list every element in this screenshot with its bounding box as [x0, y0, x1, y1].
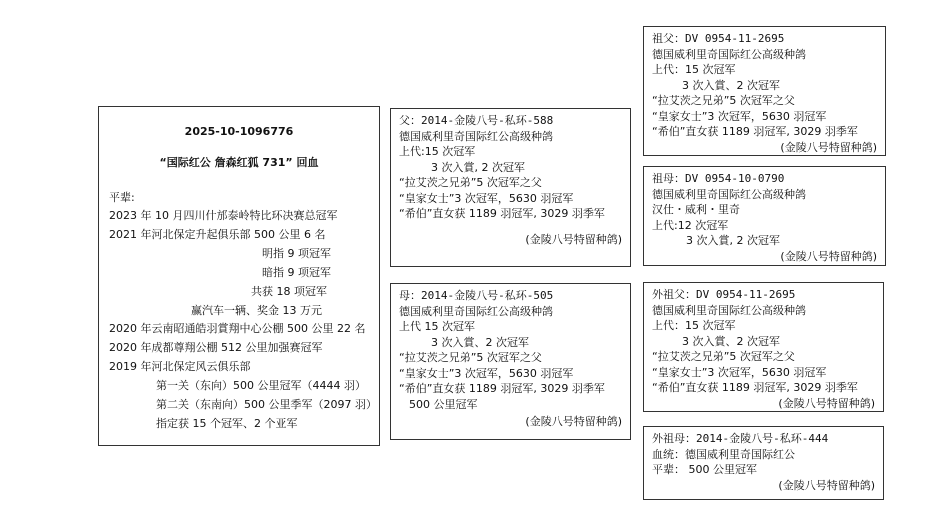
maternal-granddam-line: 血统：德国威利里奇国际红公 [652, 447, 795, 461]
maternal-grandsire-line: “希伯”直女获 1189 羽冠军, 3029 羽季军 [652, 381, 858, 394]
dam-header: 母：2014-金陵八号-私环-505 [399, 289, 554, 302]
maternal-grandsire-line: 上代：15 次冠军 [652, 319, 736, 332]
record-line: 赢汽车一辆、奖金 13 万元 [191, 304, 322, 317]
record-line: 暗指 9 项冠军 [262, 266, 331, 279]
maternal-grandsire-line: 德国威利里奇国际红公高级种鸽 [652, 303, 806, 317]
sire-line: “皇家女士”3 次冠军，5630 羽冠军 [399, 191, 574, 205]
grandsire-line: “拉艾茨之兄弟”5 次冠军之父 [652, 94, 795, 107]
record-line: 指定获 15 个冠军、2 个亚军 [156, 417, 298, 430]
maternal-granddam-header: 外祖母：2014-金陵八号-私环-444 [652, 432, 829, 445]
main-bird-card [98, 106, 380, 446]
sire-header: 父：2014-金陵八号-私环-588 [399, 114, 554, 127]
record-line: 2023 年 10 月四川什邡泰岭特比环决赛总冠军 [109, 209, 338, 222]
record-line: 2020 年云南昭通皓羽賞翔中心公棚 500 公里 22 名 [109, 322, 366, 335]
maternal-granddam-footer: (金陵八号特留种鸽) [778, 478, 875, 492]
sire-line: 3 次入賞, 2 次冠军 [431, 160, 525, 174]
maternal-grandsire-card [643, 282, 884, 412]
main-bird-id: 2025-10-1096776 [184, 125, 294, 138]
record-line: 第一关（东向）500 公里冠军（4444 羽） [156, 379, 366, 392]
grandsire-footer: (金陵八号特留种鸽) [780, 140, 877, 154]
maternal-grandsire-footer: (金陵八号特留种鸽) [778, 396, 875, 410]
dam-card [390, 283, 631, 440]
sire-footer: (金陵八号特留种鸽) [525, 232, 622, 246]
dam-line: “希伯”直女获 1189 羽冠军, 3029 羽季军 [399, 382, 605, 395]
grandsire-card [643, 26, 886, 156]
maternal-granddam-line: 平辈： 500 公里冠军 [652, 463, 757, 476]
record-line: 第二关（东南向）500 公里季军（2097 羽） [156, 398, 377, 411]
grandsire-header: 祖父：DV 0954-11-2695 [652, 32, 785, 45]
grandsire-line: “希伯”直女获 1189 羽冠军, 3029 羽季军 [652, 125, 858, 138]
granddam-line: 3 次入賞, 2 次冠军 [686, 234, 780, 247]
granddam-line: 上代:12 次冠军 [652, 218, 729, 232]
granddam-footer: (金陵八号特留种鸽) [780, 249, 877, 263]
record-line: 2020 年成都尊翔公棚 512 公里加强赛冠军 [109, 341, 323, 354]
dam-line: 500 公里冠军 [409, 397, 478, 411]
maternal-grandsire-header: 外祖父：DV 0954-11-2695 [652, 288, 796, 301]
sire-card [390, 108, 631, 267]
record-line: 共获 18 项冠军 [251, 285, 327, 298]
granddam-line: 德国威利里奇国际红公高级种鸽 [652, 187, 806, 201]
sire-line: “希伯”直女获 1189 羽冠军, 3029 羽季军 [399, 207, 605, 220]
grandsire-line: 德国威利里奇国际红公高级种鸽 [652, 47, 806, 61]
granddam-card [643, 166, 886, 266]
record-line: 明指 9 项冠军 [262, 247, 331, 260]
dam-line: 上代 15 次冠军 [399, 320, 475, 333]
dam-line: 德国威利里奇国际红公高级种鸽 [399, 304, 553, 318]
maternal-grandsire-line: “拉艾茨之兄弟”5 次冠军之父 [652, 350, 795, 363]
granddam-header: 祖母：DV 0954-10-0790 [652, 172, 785, 185]
maternal-grandsire-line: 3 次入賞、2 次冠军 [682, 334, 780, 348]
record-line: 2021 年河北保定升起俱乐部 500 公里 6 名 [109, 228, 326, 241]
main-bird-name: “国际红公 詹森红狐 731” 回血 [159, 156, 319, 169]
dam-line: 3 次入賞、2 次冠军 [431, 335, 529, 349]
sire-line: 德国威利里奇国际红公高级种鸽 [399, 129, 553, 143]
sire-line: “拉艾茨之兄弟”5 次冠军之父 [399, 176, 542, 189]
maternal-granddam-card [643, 426, 884, 500]
granddam-line: 汉仕・威利・里奇 [652, 203, 740, 216]
dam-line: “皇家女士”3 次冠军，5630 羽冠军 [399, 366, 574, 380]
maternal-grandsire-line: “皇家女士”3 次冠军，5630 羽冠军 [652, 365, 827, 379]
dam-footer: (金陵八号特留种鸽) [525, 415, 622, 428]
dam-line: “拉艾茨之兄弟”5 次冠军之父 [399, 351, 542, 364]
grandsire-line: “皇家女士”3 次冠军，5630 羽冠军 [652, 109, 827, 123]
records-label: 平辈: [109, 191, 135, 204]
grandsire-line: 上代：15 次冠军 [652, 63, 736, 76]
grandsire-line: 3 次入賞、2 次冠军 [682, 78, 780, 92]
record-line: 2019 年河北保定风云俱乐部 [109, 360, 251, 373]
sire-line: 上代:15 次冠军 [399, 145, 476, 158]
